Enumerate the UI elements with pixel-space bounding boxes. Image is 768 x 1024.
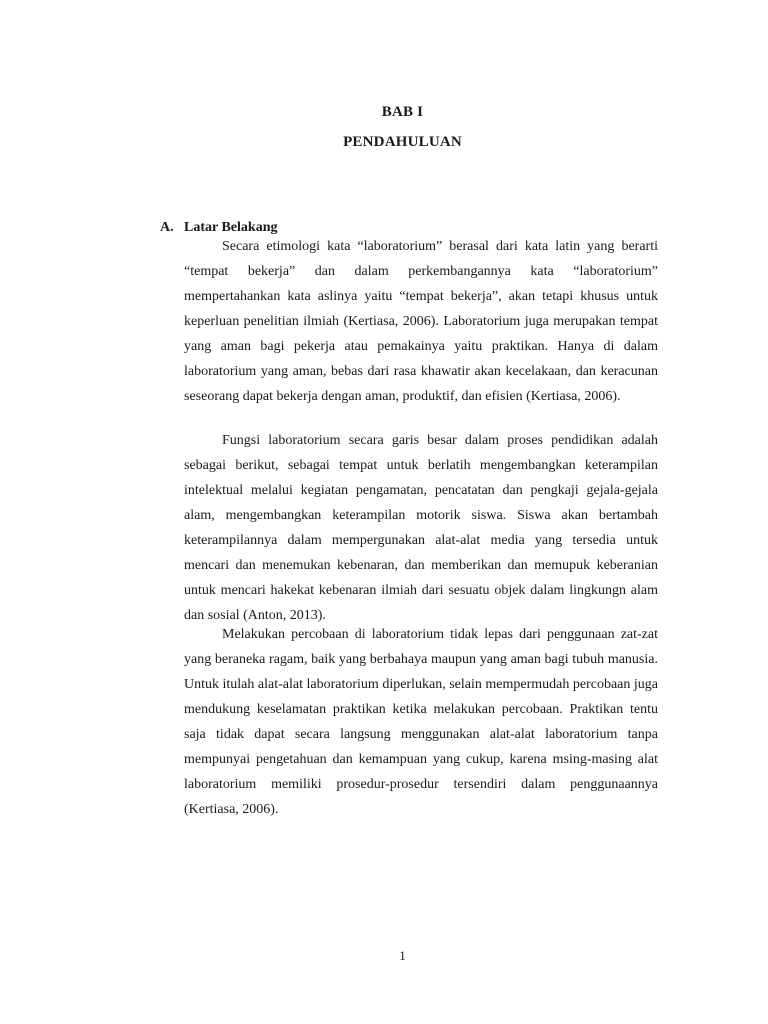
paragraph-3: Melakukan percobaan di laboratorium tidak lepas dari penggunaan zat-zat yang beraneka ragam, baik yang berbahaya maupun yang aman bagi tubuh manusia. Untuk itulah alat-alat laboratorium diperlukan, selain mempermudah percobaan juga mendukung keselamatan praktikan ketika melakukan percobaan. Praktikan tentu saja tidak dapat secara langsung menggunakan alat-alat laboratorium tanpa mempunyai pengetahuan dan kemampuan yang cukup, karena msing-masing alat laboratorium memiliki prosedur-prosedur tersendiri dalam penggunaannya (Kertiasa, 2006). (184, 627, 658, 817)
section-letter: A. (160, 220, 174, 235)
paragraph-2: Fungsi laboratorium secara garis besar dalam proses pendidikan adalah sebagai berikut, sebagai tempat untuk berlatih mengembangkan keterampilan intelektual melalui kegiatan pengamatan, pencatatan dan pengkaji gejala-gejala alam, mengembangkan keterampilan motorik siswa. Siswa akan bertambah keterampilannya dalam mempergunakan alat-alat media yang tersedia untuk mencari dan menemukan kebenaran, dan memberikan dan memupuk keberanian untuk mencari hakekat kebenaran ilmiah dari sesuatu objek dalam lingkungn alam dan sosial (Anton, 2013). (184, 433, 658, 623)
chapter-title: PENDAHULUAN (343, 134, 462, 150)
paragraph-1: Secara etimologi kata “laboratorium” berasal dari kata latin yang berarti “tempat bekerja” dan dalam perkembangannya kata “laboratorium” mempertahankan kata aslinya yaitu “tempat bekerja”, akan tetapi khusus untuk keperluan penelitian ilmiah (Kertiasa, 2006). Laboratorium juga merupakan tempat yang aman bagi pekerja atau pemakainya yaitu praktikan. Hanya di dalam laboratorium yang aman, bebas dari rasa khawatir akan kecelakaan, dan keracunan seseorang dapat bekerja dengan aman, produktif, dan efisien (Kertiasa, 2006). (184, 239, 658, 404)
page-number: 1 (399, 948, 406, 963)
chapter-number: BAB I (381, 104, 424, 120)
section-title: Latar Belakang (184, 220, 278, 235)
